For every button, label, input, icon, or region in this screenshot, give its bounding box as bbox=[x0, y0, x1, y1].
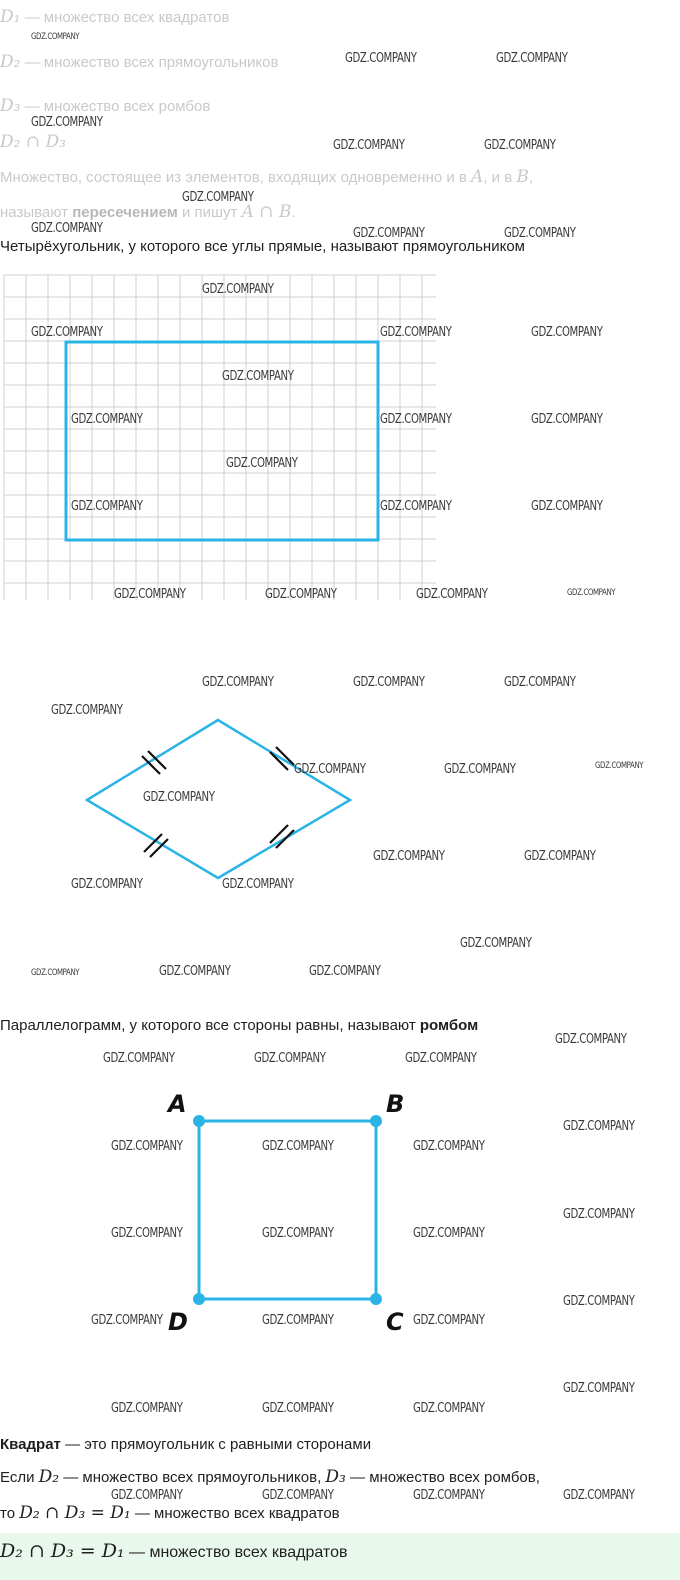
square-figure bbox=[166, 1090, 404, 1336]
watermark: GDZ.COMPANY bbox=[262, 1226, 334, 1241]
watermark: GDZ.COMPANY bbox=[460, 936, 532, 951]
watermark: GDZ.COMPANY bbox=[111, 1226, 183, 1241]
watermark: GDZ.COMPANY bbox=[294, 762, 366, 777]
watermark: GDZ.COMPANY bbox=[413, 1226, 485, 1241]
watermark: GDZ.COMPANY bbox=[405, 1051, 477, 1066]
watermark: GDZ.COMPANY bbox=[353, 675, 425, 690]
watermark: GDZ.COMPANY bbox=[380, 325, 452, 340]
watermark: GDZ.COMPANY bbox=[531, 412, 603, 427]
watermark: GDZ.COMPANY bbox=[111, 1401, 183, 1416]
watermark: GDZ.COMPANY bbox=[31, 221, 103, 236]
watermark: GDZ.COMPANY bbox=[254, 1051, 326, 1066]
watermark: GDZ.COMPANY bbox=[182, 190, 254, 205]
vertex-d bbox=[193, 1293, 205, 1305]
watermark: GDZ.COMPANY bbox=[373, 849, 445, 864]
rhombus-definition: Параллелограмм, у которого все стороны равны, называют ромбом bbox=[0, 1017, 479, 1034]
watermark: GDZ.COMPANY bbox=[31, 325, 103, 340]
watermark: GDZ.COMPANY bbox=[496, 51, 568, 66]
label-b: B bbox=[386, 1090, 405, 1118]
watermark: GDZ.COMPANY bbox=[531, 325, 603, 340]
watermark: GDZ.COMPANY bbox=[111, 1488, 183, 1503]
watermark: GDZ.COMPANY bbox=[524, 849, 596, 864]
watermark: GDZ.COMPANY bbox=[309, 964, 381, 979]
faded-line-intersection: D₂ ∩ D₃ bbox=[0, 132, 66, 152]
grid-paper bbox=[4, 275, 436, 600]
answer-text: D₂ ∩ D₃ = D₁ — множество всех квадратов bbox=[0, 1540, 348, 1562]
watermark: GDZ.COMPANY bbox=[71, 412, 143, 427]
watermark: GDZ.COMPANY bbox=[202, 282, 274, 297]
watermark: GDZ.COMPANY bbox=[563, 1294, 635, 1309]
watermark: GDZ.COMPANY bbox=[563, 1381, 635, 1396]
watermark: GDZ.COMPANY bbox=[595, 761, 644, 771]
watermark: GDZ.COMPANY bbox=[262, 1488, 334, 1503]
watermark: GDZ.COMPANY bbox=[262, 1401, 334, 1416]
watermark: GDZ.COMPANY bbox=[31, 115, 103, 130]
watermark: GDZ.COMPANY bbox=[91, 1313, 163, 1328]
watermark: GDZ.COMPANY bbox=[114, 587, 186, 602]
faded-line-d2: D₂ — множество всех прямоугольников bbox=[0, 52, 279, 72]
square-definition: Квадрат — это прямоугольник с равными сторонами bbox=[0, 1436, 372, 1453]
label-a: A bbox=[168, 1090, 187, 1118]
watermark: GDZ.COMPANY bbox=[504, 226, 576, 241]
watermark: GDZ.COMPANY bbox=[444, 762, 516, 777]
label-c: C bbox=[386, 1308, 404, 1336]
watermark: GDZ.COMPANY bbox=[563, 1207, 635, 1222]
watermark: GDZ.COMPANY bbox=[51, 703, 123, 718]
watermark: GDZ.COMPANY bbox=[504, 675, 576, 690]
watermark: GDZ.COMPANY bbox=[416, 587, 488, 602]
watermark: GDZ.COMPANY bbox=[111, 1139, 183, 1154]
watermark: GDZ.COMPANY bbox=[262, 1313, 334, 1328]
faded-definition-line2: называют пересечением и пишут A ∩ B. bbox=[0, 202, 296, 222]
vertex-c bbox=[370, 1293, 382, 1305]
vertex-b bbox=[370, 1115, 382, 1127]
conclusion-line2: то D₂ ∩ D₃ = D₁ — множество всех квадратов bbox=[0, 1503, 340, 1523]
watermark: GDZ.COMPANY bbox=[31, 968, 80, 978]
watermark: GDZ.COMPANY bbox=[345, 51, 417, 66]
watermark: GDZ.COMPANY bbox=[265, 587, 337, 602]
watermark: GDZ.COMPANY bbox=[563, 1119, 635, 1134]
rectangle-definition: Четырёхугольник, у которого все углы прямые, называют прямоугольником bbox=[0, 238, 525, 255]
vertex-a bbox=[193, 1115, 205, 1127]
watermark: GDZ.COMPANY bbox=[380, 499, 452, 514]
watermark: GDZ.COMPANY bbox=[31, 32, 80, 42]
watermark: GDZ.COMPANY bbox=[413, 1313, 485, 1328]
watermark: GDZ.COMPANY bbox=[143, 790, 215, 805]
label-d: D bbox=[168, 1308, 188, 1336]
faded-line-d1: D₁ — множество всех квадратов bbox=[0, 7, 230, 27]
watermark: GDZ.COMPANY bbox=[71, 499, 143, 514]
watermark: GDZ.COMPANY bbox=[413, 1139, 485, 1154]
watermark: GDZ.COMPANY bbox=[555, 1032, 627, 1047]
watermark: GDZ.COMPANY bbox=[262, 1139, 334, 1154]
watermark: GDZ.COMPANY bbox=[531, 499, 603, 514]
faded-definition-line1: Множество, состоящее из элементов, входящих одновременно и в A, и в B, bbox=[0, 167, 534, 187]
watermark: GDZ.COMPANY bbox=[71, 877, 143, 892]
rhombus-figure bbox=[87, 720, 350, 878]
watermark: GDZ.COMPANY bbox=[333, 138, 405, 153]
watermark: GDZ.COMPANY bbox=[413, 1488, 485, 1503]
watermark: GDZ.COMPANY bbox=[380, 412, 452, 427]
watermark: GDZ.COMPANY bbox=[567, 588, 616, 598]
watermark: GDZ.COMPANY bbox=[103, 1051, 175, 1066]
watermark: GDZ.COMPANY bbox=[563, 1488, 635, 1503]
faded-line-d3: D₃ — множество всех ромбов bbox=[0, 96, 211, 116]
watermark: GDZ.COMPANY bbox=[222, 369, 294, 384]
watermark: GDZ.COMPANY bbox=[202, 675, 274, 690]
watermark: GDZ.COMPANY bbox=[159, 964, 231, 979]
watermark: GDZ.COMPANY bbox=[222, 877, 294, 892]
watermark: GDZ.COMPANY bbox=[353, 226, 425, 241]
watermark: GDZ.COMPANY bbox=[413, 1401, 485, 1416]
watermark: GDZ.COMPANY bbox=[226, 456, 298, 471]
watermark: GDZ.COMPANY bbox=[484, 138, 556, 153]
conclusion-line1: Если D₂ — множество всех прямоугольников, D₃ — множество всех ромбов, bbox=[0, 1467, 540, 1487]
